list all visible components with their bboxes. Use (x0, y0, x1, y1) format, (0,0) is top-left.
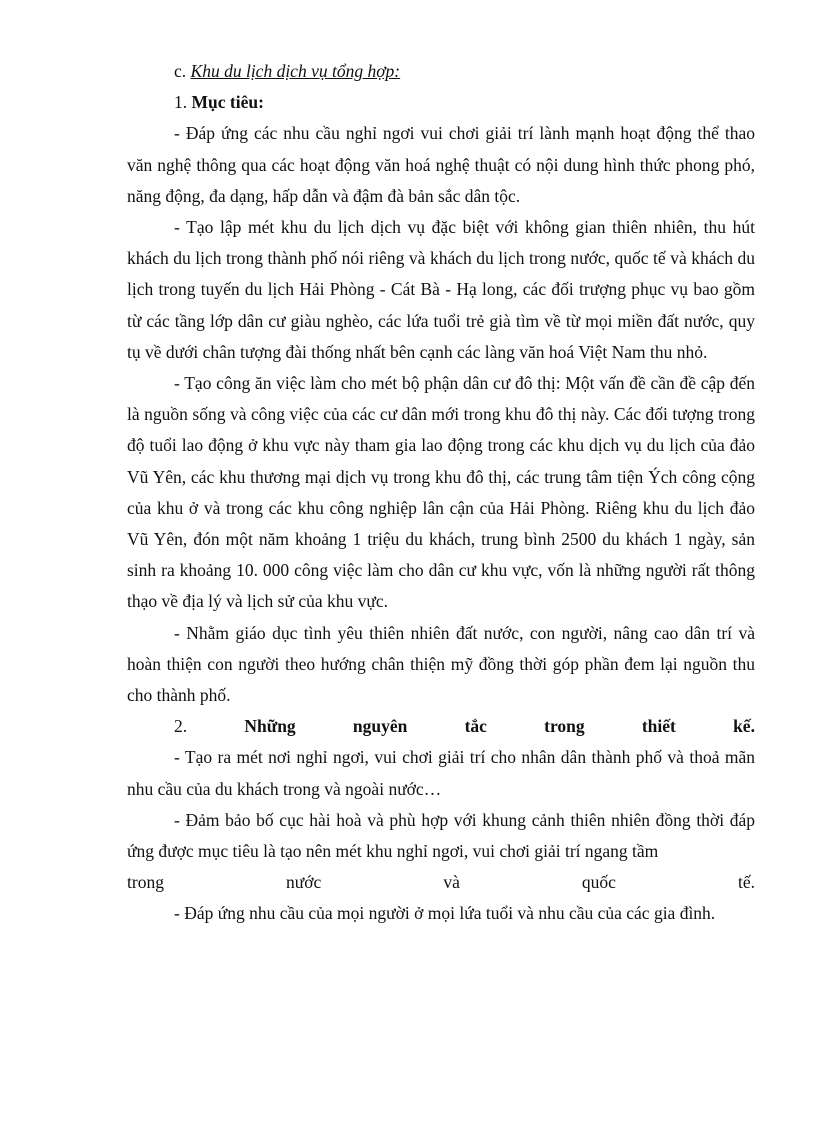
goals-paragraph: - Tạo lập mét khu du lịch dịch vụ đặc biệt với không gian thiên nhiên, thu hút khách du lịch trong thành phố nói riêng và khách du lịch trong nước, quốc tế và khách du lịch trong tuyến du lịch Hải Phòng - Cát Bà - Hạ long, các đối trượng phục vụ bao gồm từ các tầng lớp dân cư giàu nghèo, các lứa tuổi trẻ già tìm về từ mọi miền đất nước, quy tụ về dưới chân tượng đài thống nhất bên cạnh các làng văn hoá Việt Nam thu nhỏ. (127, 217, 755, 362)
principles-word: và (443, 872, 460, 893)
principles-paragraph: - Đảm bảo bố cục hài hoà và phù hợp với khung cảnh thiên nhiên đồng thời đáp ứng được mục tiêu là tạo nên mét khu nghỉ ngơi, vui chơi giải trí ngang tầm (127, 809, 755, 862)
principles-word: quốc (581, 872, 616, 893)
principles-number: 2. (174, 716, 188, 737)
principles-word: trong (127, 872, 164, 893)
section-c-title: Khu du lịch dịch vụ tổng hợp: (190, 61, 401, 81)
goals-heading (127, 87, 755, 118)
principles-word: Những (244, 716, 296, 737)
principles-word: tắc (464, 716, 487, 737)
principles-paragraph: - Đáp ứng nhu cầu của mọi người ở mọi lứa tuổi và nhu cầu của các gia đình. (174, 903, 716, 924)
goals-title: Mục tiêu: (191, 92, 264, 113)
principles-word: thiết (641, 716, 676, 737)
principles-paragraph: - Tạo ra mét nơi nghỉ ngơi, vui chơi giải trí cho nhân dân thành phố và thoả mãn nhu cầu của du khách trong và ngoài nước… (127, 747, 755, 799)
principles-word: trong (544, 716, 585, 737)
goals-paragraph: - Đáp ứng các nhu cầu nghỉ ngơi vui chơi giải trí lành mạnh hoạt động thể thao văn nghệ thông qua các hoạt động văn hoá nghệ thuật có nội dung hình thức phong phó, năng động, đa dạng, hấp dẫn và đậm đà bản sắc dân tộc. (127, 123, 755, 206)
section-c-heading (127, 56, 755, 87)
section-c-prefix: c. (174, 61, 187, 81)
principles-word: kế. (733, 716, 755, 737)
principles-paragraph-last-line (127, 867, 755, 898)
document-body (127, 56, 755, 930)
principles-word: nguyên (352, 716, 408, 737)
goals-number: 1. (174, 92, 188, 113)
principles-word: tế. (737, 872, 755, 893)
principles-heading (127, 711, 755, 742)
goals-paragraph: - Nhằm giáo dục tình yêu thiên nhiên đất nước, con người, nâng cao dân trí và hoàn thiện con người theo hướng chân thiện mỹ đồng thời góp phần đem lại nguồn thu cho thành phố. (127, 622, 755, 706)
goals-paragraph: - Tạo công ăn việc làm cho mét bộ phận dân cư đô thị: Một vấn đề cần đề cập đến là nguồn sống và công việc của các cư dân mới trong khu đô thị này. Các đối tượng trong độ tuổi lao động ở khu vực này tham gia lao động trong các khu dịch vụ du lịch của đảo Vũ Yên, các khu thương mại dịch vụ trong khu đô thị, các trung tâm tiện Ých công cộng của khu ở và trong các khu công nghiệp lân cận của Hải Phòng. Riêng khu du lịch đảo Vũ Yên, đón một năm khoảng 1 triệu du khách, trung bình 2500 du khách 1 ngày, sản sinh ra khoảng 10. 000 công việc làm cho dân cư khu vực, vốn là những người rất thông thạo về địa lý và lịch sử của khu vực. (127, 373, 755, 612)
principles-word: nước (286, 872, 322, 893)
